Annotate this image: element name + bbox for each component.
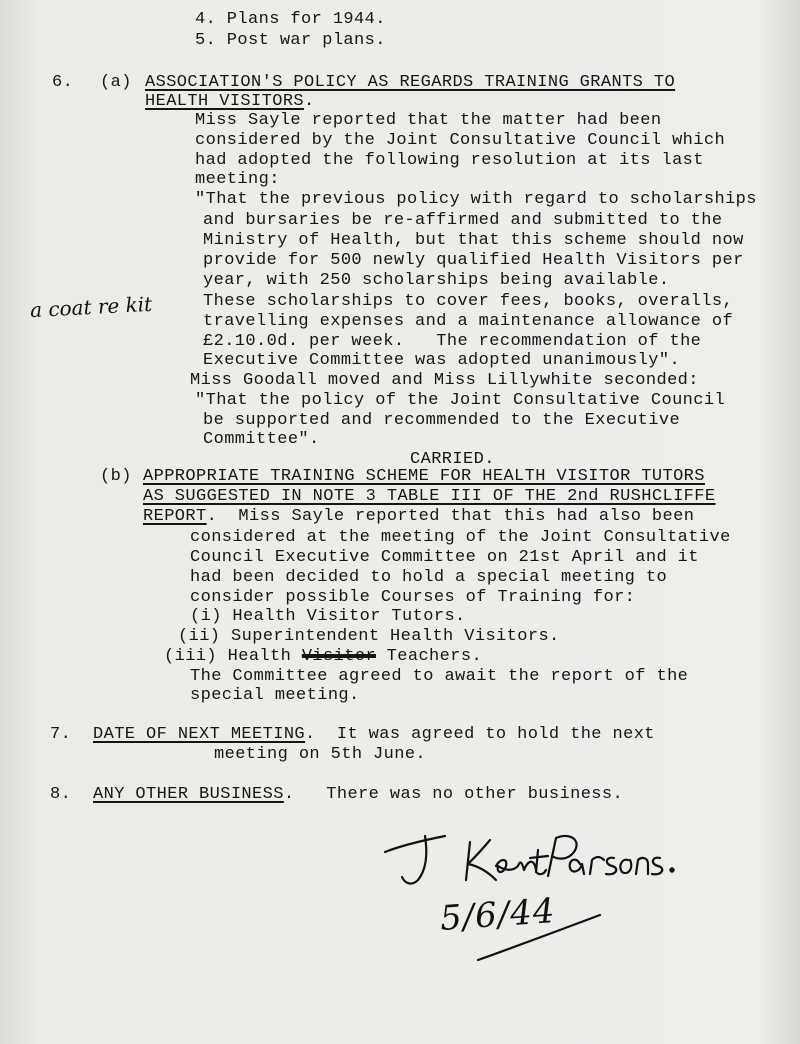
item-7-text-1: It was agreed to hold the next bbox=[315, 725, 655, 744]
item-6a-body-line: meeting: bbox=[195, 170, 280, 189]
item-6b-body-line: considered at the meeting of the Joint Consultative bbox=[190, 528, 731, 547]
item-6a-resolution-line: and bursaries be re-affirmed and submitted to the bbox=[203, 211, 723, 230]
item-6a-motion-line: "That the policy of the Joint Consultative Council bbox=[195, 391, 726, 410]
item-6a-label: (a) bbox=[100, 73, 132, 92]
item-6b-body-line: had been decided to hold a special meeting to bbox=[190, 568, 668, 587]
item-6b-course-iii-rest: Teachers. bbox=[376, 647, 483, 666]
item-6a-motion-line: Miss Goodall moved and Miss Lillywhite seconded: bbox=[190, 371, 699, 390]
item-6b-closing-line: special meeting. bbox=[190, 686, 360, 705]
item-7-text-2: meeting on 5th June. bbox=[214, 745, 427, 764]
agenda-item-5: 5. Post war plans. bbox=[195, 31, 386, 50]
item-8-text: There was no other business. bbox=[294, 785, 624, 804]
item-6a-resolution-line: Ministry of Health, but that this scheme should now bbox=[203, 231, 744, 250]
item-6a-heading-text-1: ASSOCIATION'S POLICY AS REGARDS TRAINING GRANTS TO bbox=[145, 73, 676, 92]
handwritten-margin-note: a coat re kit bbox=[29, 291, 153, 323]
item-6a-resolution-line: provide for 500 newly qualified Health Visitors per bbox=[203, 251, 744, 270]
item-7-heading-punct: . bbox=[305, 725, 316, 744]
item-7-number: 7. bbox=[50, 725, 72, 744]
item-6b-course-ii: (ii) Superintendent Health Visitors. bbox=[178, 627, 560, 646]
item-6a-resolution-line: Executive Committee was adopted unanimously". bbox=[203, 351, 681, 370]
item-6a-heading-punct: . bbox=[304, 92, 315, 111]
item-7-heading: DATE OF NEXT MEETING bbox=[93, 725, 306, 744]
item-8-heading: ANY OTHER BUSINESS bbox=[93, 785, 284, 804]
agenda-item-4: 4. Plans for 1944. bbox=[195, 10, 386, 29]
item-6b-struck-word: Visitor bbox=[301, 647, 377, 666]
item-6b-closing-line: The Committee agreed to await the report of the bbox=[190, 667, 689, 686]
item-6b-course-iii-start: (iii) Health bbox=[164, 647, 302, 666]
item-6b-heading-text-3: REPORT bbox=[143, 507, 207, 526]
item-8-heading-punct: . bbox=[283, 785, 295, 804]
item-6a-body-line: considered by the Joint Consultative Council which bbox=[195, 131, 726, 150]
item-6a-body-line: Miss Sayle reported that the matter had been bbox=[195, 111, 662, 130]
item-6a-resolution-line: £2.10.0d. per week. The recommendation of the bbox=[203, 332, 702, 351]
item-6b-heading-line-3-rest: . Miss Sayle reported that this had also been bbox=[206, 507, 695, 526]
item-6a-resolution-line: year, with 250 scholarships being available. bbox=[203, 271, 670, 290]
item-6a-result: CARRIED. bbox=[410, 450, 495, 469]
item-6a-motion-line: be supported and recommended to the Executive bbox=[203, 411, 681, 430]
signature-date: 5/6/44 bbox=[438, 891, 557, 939]
item-6a-resolution-line: "That the previous policy with regard to scholarships bbox=[195, 190, 757, 209]
item-8-number: 8. bbox=[50, 785, 72, 804]
item-6b-label: (b) bbox=[100, 467, 132, 486]
item-6a-resolution-line: travelling expenses and a maintenance allowance of bbox=[203, 312, 734, 331]
item-6b-body-line: consider possible Courses of Training for: bbox=[190, 588, 636, 607]
item-6b-heading-text-1: APPROPRIATE TRAINING SCHEME FOR HEALTH VISITOR TUTORS bbox=[143, 467, 705, 486]
item-6-number: 6. bbox=[52, 73, 74, 92]
item-6b-heading-text-2: AS SUGGESTED IN NOTE 3 TABLE III OF THE 2nd RUSHCLIFFE bbox=[143, 487, 716, 506]
item-6a-heading-text-2: HEALTH VISITORS bbox=[145, 92, 305, 111]
item-6a-body-line: had adopted the following resolution at its last bbox=[195, 151, 704, 170]
item-6a-motion-line: Committee". bbox=[203, 430, 320, 449]
item-6a-resolution-line: These scholarships to cover fees, books, overalls, bbox=[203, 292, 734, 311]
item-6b-body-line: Council Executive Committee on 21st April and it bbox=[190, 548, 699, 567]
item-6b-course-i: (i) Health Visitor Tutors. bbox=[190, 607, 466, 626]
